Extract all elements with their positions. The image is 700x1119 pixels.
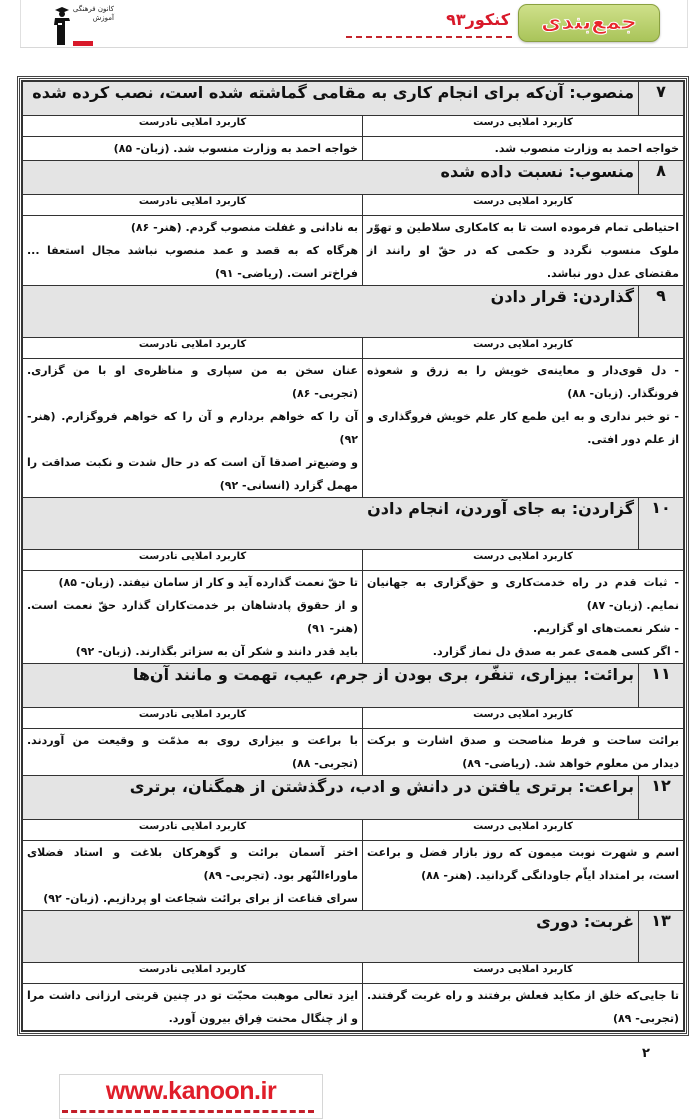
incorrect-usage-example: با براعت و بیزاری روی به مذمّت و وقیعت من آوردند. (تجربی- ۸۸) — [27, 734, 358, 770]
correct-usage-example: تا جایی‌که خلق از مکاید فعلش برفتند و راه غربت گرفتند. (تجربی- ۸۹) — [367, 989, 679, 1025]
column-header-correct: کاربرد املایی درست — [363, 116, 684, 137]
correct-usage-example: - شکر نعمت‌های او گزاریم. — [532, 622, 679, 635]
incorrect-usage-example: و از حقوق پادشاهان بر خدمت‌کاران گذارد حقّ نعمت است. (هنر- ۹۱) — [27, 599, 358, 635]
entry-example-row — [23, 359, 684, 498]
website-link[interactable]: www.kanoon.ir — [105, 1077, 277, 1105]
correct-usage-example: - تو خبر نداری و به این طمع کار علم خویش فروگذاری و از علم دور افتی. — [367, 410, 679, 446]
entry-number: ۸ — [639, 161, 684, 195]
entry-number: ۱۱ — [639, 664, 684, 708]
column-header-correct: کاربرد املایی درست — [363, 195, 684, 216]
column-header-correct: کاربرد املایی درست — [363, 963, 684, 984]
correct-usage-example: اسم و شهرت نوبت میمون که روز بازار فضل و براعت است، بر امتداد ایاّم جاودانگی گردانید. (هنر- ۸۸) — [367, 846, 679, 882]
column-header-row — [23, 195, 684, 216]
correct-usage-example: - ثبات قدم در راه خدمت‌کاری و حق‌گزاری به جهانیان نمایم. (زبان- ۸۷) — [367, 576, 679, 612]
correct-usage-cell — [363, 216, 684, 286]
incorrect-usage-example: ایزد تعالی موهبت محبّت تو در چنین قربتی ارزانی داشت مرا و از چنگال محنت فِراق بیرون آورد. — [27, 989, 358, 1025]
page-header — [0, 0, 700, 48]
column-header-incorrect: کاربرد املایی نادرست — [23, 963, 363, 984]
column-header-correct: کاربرد املایی درست — [363, 550, 684, 571]
column-header-row — [23, 338, 684, 359]
entry-title: غربت: دوری — [23, 911, 639, 963]
incorrect-usage-example: سرای قناعت از برای برائت شجاعت او پردازیم. (زبان- ۹۲) — [43, 892, 358, 905]
correct-usage-example: احتیاطی تمام فرموده است تا به کامکاری سلاطین و تهوّر ملوک منسوب نگردد و حکمی که در حقّ او رانند از مقتضای عدل دور نباشد. — [367, 221, 679, 280]
brand-badge — [518, 4, 660, 42]
entry-title-row — [23, 498, 684, 550]
publisher-logo-red-bar — [73, 41, 93, 46]
entry-title-row — [23, 776, 684, 820]
entry-number: ۷ — [639, 82, 684, 116]
correct-usage-cell — [363, 984, 684, 1031]
column-header-row — [23, 963, 684, 984]
subtitle-dashed-underline — [346, 36, 512, 38]
brand-badge-text: جمع‌بندی — [541, 10, 637, 35]
column-header-incorrect: کاربرد املایی نادرست — [23, 820, 363, 841]
correct-usage-example: خواجه احمد به وزارت منصوب شد. — [494, 142, 679, 155]
entry-title: براعت: برتری یافتن در دانش و ادب، درگذشتن از همگنان، برتری — [23, 776, 639, 820]
entry-example-row — [23, 216, 684, 286]
publisher-logo-text: کانون فرهنگی آموزش — [72, 5, 114, 22]
correct-usage-cell — [363, 359, 684, 498]
entry-title-row — [23, 82, 684, 116]
incorrect-usage-example: تا حقّ نعمت گذارده آید و کار از سامان نیفتد. (زبان- ۸۵) — [58, 576, 358, 589]
correct-usage-cell — [363, 729, 684, 776]
vocabulary-table-frame — [17, 76, 689, 1036]
entry-title-row — [23, 911, 684, 963]
header-divider-right — [687, 0, 688, 48]
page-footer — [0, 1036, 700, 1116]
incorrect-usage-example: و وضیع‌تر اصدقا آن است که در حال شدت و نکبت صداقت را مهمل گزارد (انسانی- ۹۲) — [27, 456, 358, 492]
entry-example-row — [23, 137, 684, 161]
entry-example-row — [23, 729, 684, 776]
entry-number: ۱۲ — [639, 776, 684, 820]
incorrect-usage-cell — [23, 729, 363, 776]
incorrect-usage-example: هرگاه که به قصد و عمد منصوب نباشد مجال استعفا ... فراخ‌تر است. (ریاضی- ۹۱) — [27, 244, 358, 280]
column-header-row — [23, 708, 684, 729]
vocabulary-table — [22, 81, 684, 1031]
incorrect-usage-example: اختر آسمان برائت و گوهرکان بلاغت و استاد فضلای ماوراءالنّهر بود. (تجربی- ۸۹) — [27, 846, 358, 882]
entry-title: برائت: بیزاری، تنفّر، بری بودن از جرم، عیب، تهمت و مانند آن‌ها — [23, 664, 639, 708]
entry-example-row — [23, 571, 684, 664]
column-header-incorrect: کاربرد املایی نادرست — [23, 550, 363, 571]
entry-title: گذاردن: قرار دادن — [23, 286, 639, 338]
correct-usage-example: برائت ساحت و فرط مناصحت و صدق اشارت و برکت دیدار من معلوم خواهد شد. (ریاضی- ۸۹) — [367, 734, 679, 770]
incorrect-usage-example: آن را که خواهم بردارم و آن را که خواهم فروگزارم. (هنر- ۹۲) — [27, 410, 358, 446]
correct-usage-cell — [363, 571, 684, 664]
column-header-correct: کاربرد املایی درست — [363, 338, 684, 359]
column-header-row — [23, 550, 684, 571]
column-header-incorrect: کاربرد املایی نادرست — [23, 195, 363, 216]
entry-title-row — [23, 664, 684, 708]
entry-title: منصوب: آن‌که برای انجام کاری به مقامی گماشته شده است، نصب کرده شده — [23, 82, 639, 116]
column-header-incorrect: کاربرد املایی نادرست — [23, 338, 363, 359]
exam-subtitle: کنکور۹۳ — [446, 10, 510, 29]
column-header-correct: کاربرد املایی درست — [363, 820, 684, 841]
page-number: ۲ — [642, 1046, 650, 1061]
header-divider — [20, 47, 688, 48]
entry-number: ۱۰ — [639, 498, 684, 550]
correct-usage-cell — [363, 841, 684, 911]
incorrect-usage-example: باید قدر دانند و شکر آن به سزاتر بگذارند. (زبان- ۹۲) — [75, 645, 358, 658]
incorrect-usage-cell — [23, 137, 363, 161]
incorrect-usage-cell — [23, 216, 363, 286]
column-header-incorrect: کاربرد املایی نادرست — [23, 116, 363, 137]
entry-example-row — [23, 984, 684, 1031]
correct-usage-example: - دل قوی‌دار و معاینه‌ی خویش را به زرق و شعوذه فرونگذار. (زبان- ۸۸) — [367, 364, 679, 400]
column-header-row — [23, 116, 684, 137]
entry-title: منسوب: نسبت داده شده — [23, 161, 639, 195]
incorrect-usage-example: خواجه احمد به وزارت منسوب شد. (زبان- ۸۵) — [113, 142, 358, 155]
kanoon-logo — [52, 3, 114, 47]
incorrect-usage-cell — [23, 571, 363, 664]
column-header-row — [23, 820, 684, 841]
incorrect-usage-cell — [23, 359, 363, 498]
entry-number: ۹ — [639, 286, 684, 338]
incorrect-usage-cell — [23, 841, 363, 911]
entry-title-row — [23, 286, 684, 338]
entry-title-row — [23, 161, 684, 195]
entry-title: گزاردن: به جای آوردن، انجام دادن — [23, 498, 639, 550]
entry-number: ۱۳ — [639, 911, 684, 963]
column-header-correct: کاربرد املایی درست — [363, 708, 684, 729]
header-divider-left — [20, 0, 21, 48]
incorrect-usage-example: به نادانی و غفلت منصوب گردم. (هنر- ۸۶) — [130, 221, 358, 234]
incorrect-usage-cell — [23, 984, 363, 1031]
column-header-incorrect: کاربرد املایی نادرست — [23, 708, 363, 729]
correct-usage-example: - اگر کسی همه‌ی عمر به صدق دل نماز گزارد. — [432, 645, 679, 658]
website-dashed-underline — [62, 1110, 314, 1113]
entry-example-row — [23, 841, 684, 911]
incorrect-usage-example: عنان سخن به من سپاری و مناظره‌ی او با من گزاری. (تجربی- ۸۶) — [27, 364, 358, 400]
graduate-figure-icon — [52, 5, 70, 45]
correct-usage-cell — [363, 137, 684, 161]
